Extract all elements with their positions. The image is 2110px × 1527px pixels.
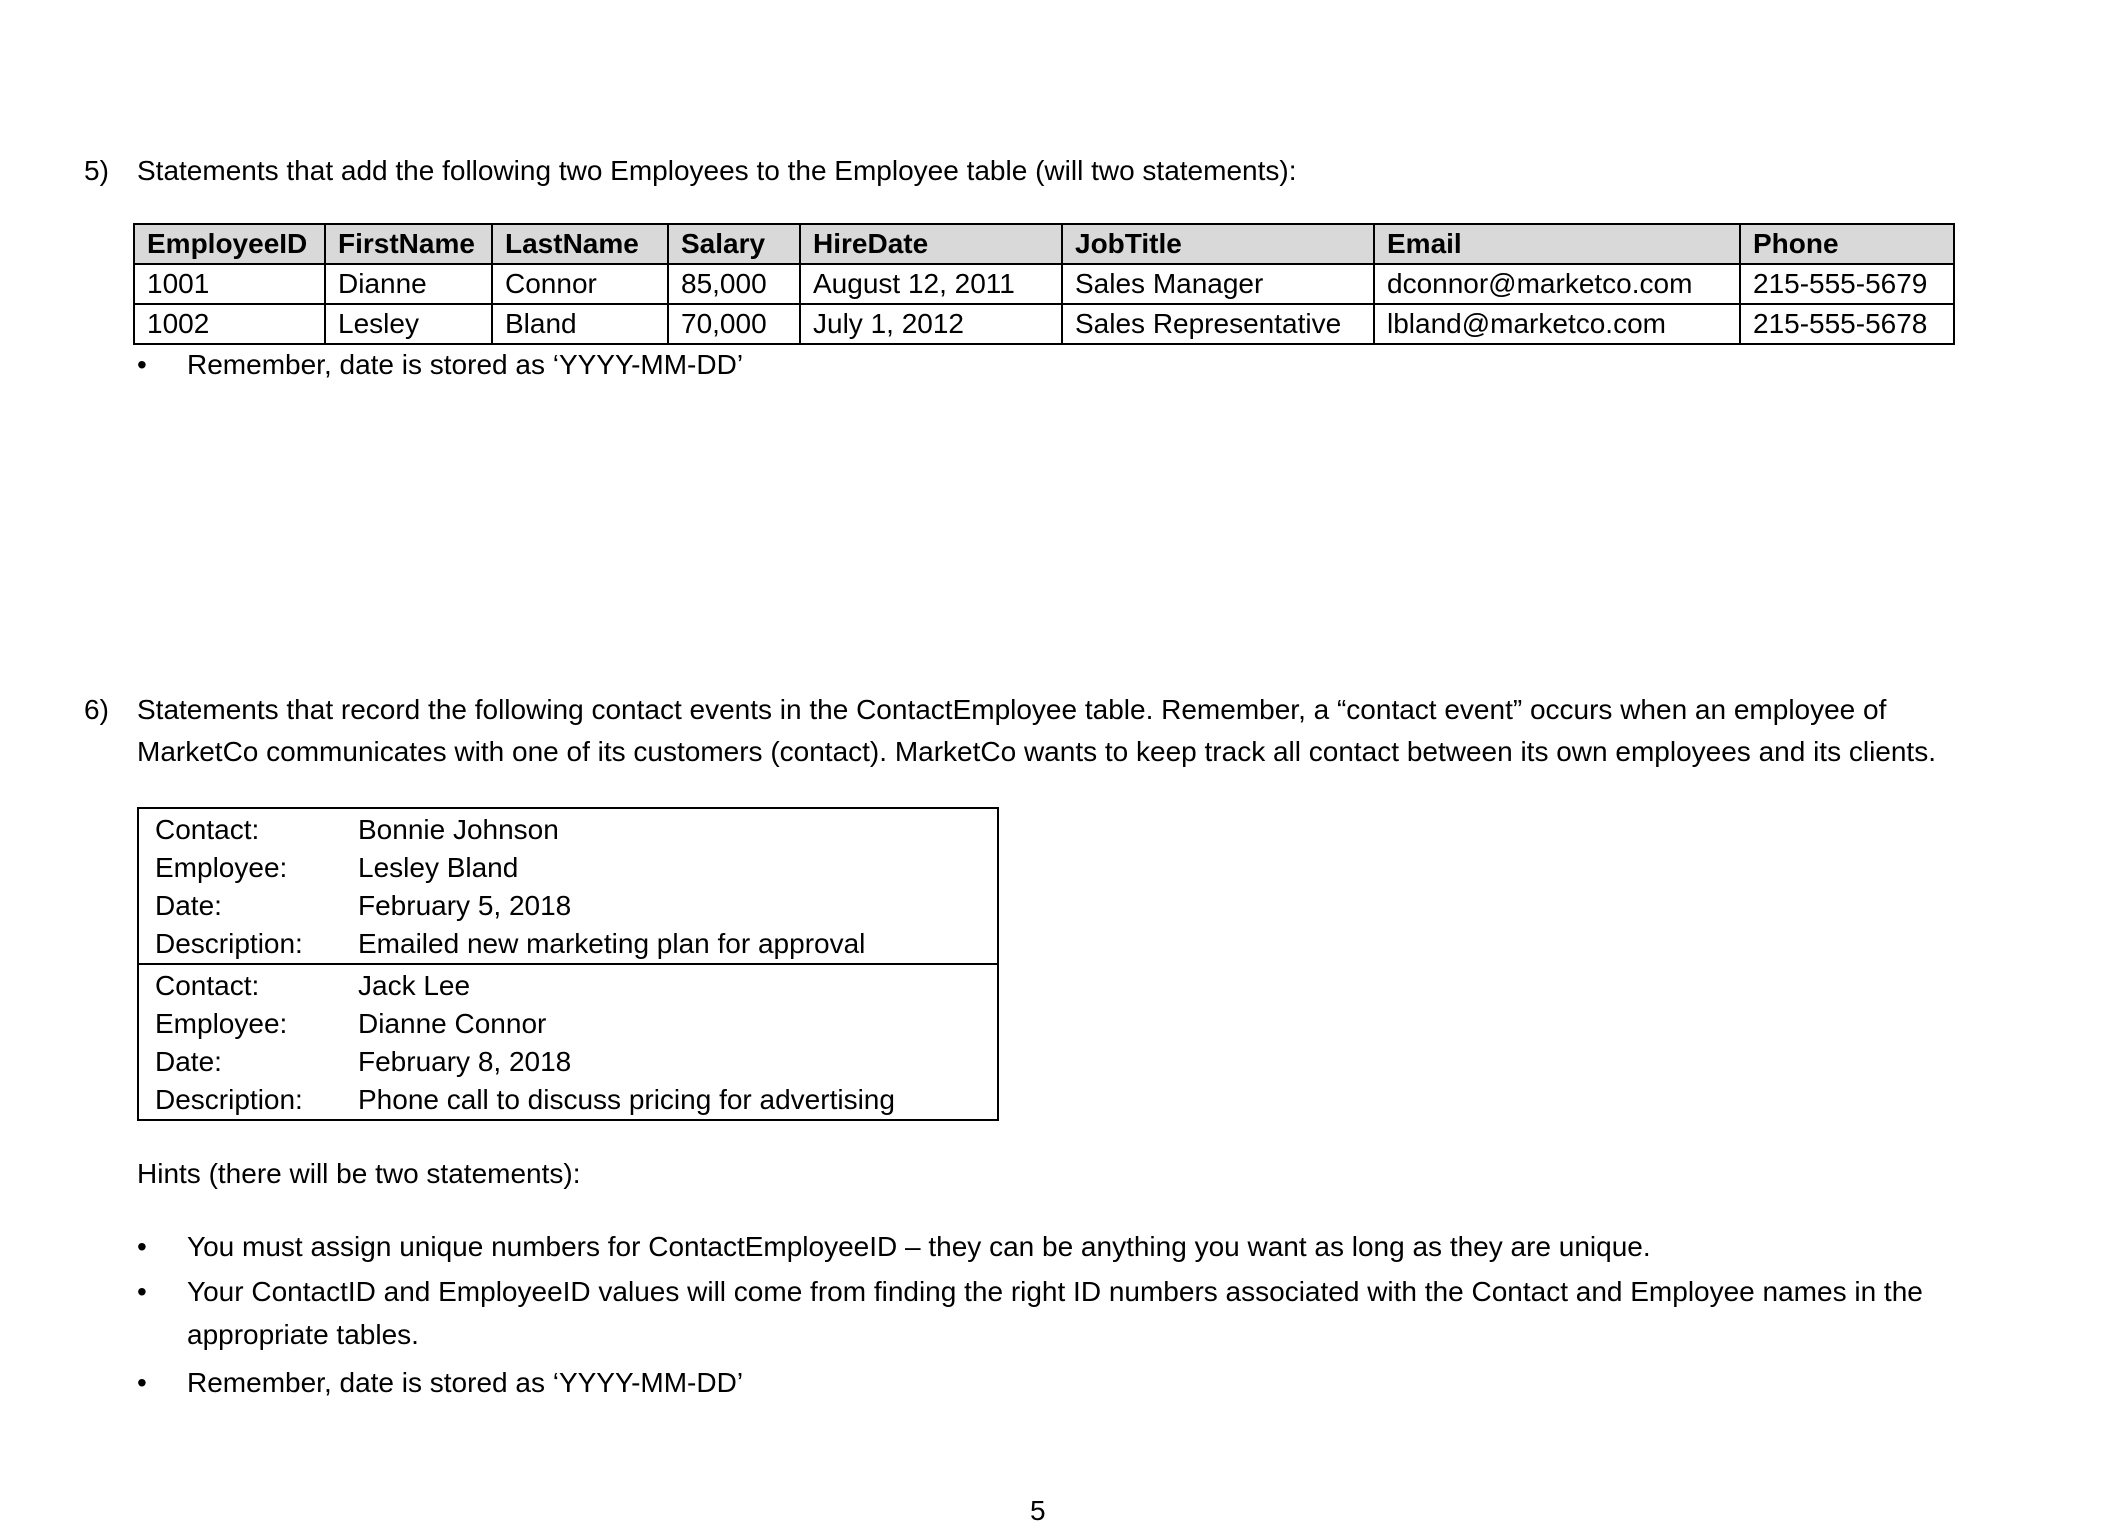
contact-value: Bonnie Johnson: [358, 814, 559, 845]
employee-value: Dianne Connor: [358, 1008, 547, 1039]
employee-label: Employee:: [155, 852, 288, 883]
description-value: Emailed new marketing plan for approval: [358, 928, 866, 959]
date-row: [155, 1043, 981, 1081]
column-header: HireDate: [800, 224, 1062, 264]
table-header-row: [134, 224, 1954, 264]
table-cell: July 1, 2012: [800, 304, 1062, 344]
description-row: [155, 1081, 981, 1119]
contact-row: [155, 811, 981, 849]
table-cell: 215-555-5678: [1740, 304, 1954, 344]
page-number: 5: [1030, 1495, 1046, 1526]
description-row: [155, 925, 981, 963]
bullet-text: Remember, date is stored as ‘YYYY-MM-DD’: [187, 349, 744, 380]
table-cell: 1002: [134, 304, 325, 344]
table-cell: 215-555-5679: [1740, 264, 1954, 304]
table-cell: Sales Representative: [1062, 304, 1374, 344]
employee-row: [155, 1005, 981, 1043]
employee-label: Employee:: [155, 1008, 288, 1039]
column-header: Email: [1374, 224, 1740, 264]
bullet-icon: •: [137, 1276, 147, 1307]
date-value: February 5, 2018: [358, 890, 572, 921]
table-cell: lbland@marketco.com: [1374, 304, 1740, 344]
contact-row: [155, 967, 981, 1005]
employee-row: [155, 849, 981, 887]
table-cell: Sales Manager: [1062, 264, 1374, 304]
contact-label: Contact:: [155, 970, 260, 1001]
column-header: Phone: [1740, 224, 1954, 264]
hint-bullet-item: [137, 1270, 1987, 1314]
table-cell: Bland: [492, 304, 668, 344]
table-cell: 85,000: [668, 264, 800, 304]
table-cell: Lesley: [325, 304, 492, 344]
bullet-icon: •: [137, 1367, 147, 1398]
contact-event: [139, 963, 997, 1119]
question-6-text-line-1: Statements that record the following contact events in the ContactEmployee table. Remember, a “contact event” occurs when an employee of: [137, 694, 1887, 725]
column-header: Salary: [668, 224, 800, 264]
bullet-text: Remember, date is stored as ‘YYYY-MM-DD’: [187, 1367, 744, 1398]
table-cell: dconnor@marketco.com: [1374, 264, 1740, 304]
table-row: [134, 304, 1954, 344]
question-6-text-line-2: MarketCo communicates with one of its customers (contact). MarketCo wants to keep track all contact between its own employees and its clients.: [137, 736, 1936, 767]
employee-table: [133, 223, 1955, 345]
date-label: Date:: [155, 890, 222, 921]
table-row: [134, 264, 1954, 304]
table-cell: Connor: [492, 264, 668, 304]
column-header: LastName: [492, 224, 668, 264]
column-header: JobTitle: [1062, 224, 1374, 264]
table-cell: 70,000: [668, 304, 800, 344]
contact-value: Jack Lee: [358, 970, 471, 1001]
column-header: EmployeeID: [134, 224, 325, 264]
table-cell: 1001: [134, 264, 325, 304]
question-5-number: 5): [84, 155, 109, 186]
hints-title: Hints (there will be two statements):: [137, 1158, 581, 1189]
hint-bullet-item: [137, 1225, 1987, 1269]
table-cell: August 12, 2011: [800, 264, 1062, 304]
bullet-text: appropriate tables.: [187, 1319, 419, 1350]
contact-event: [139, 809, 997, 963]
q5-bullet-item: [137, 343, 1987, 387]
hint-bullet-continuation: [137, 1313, 1987, 1357]
bullet-icon: •: [137, 349, 147, 380]
contact-events-box: [137, 807, 999, 1121]
date-label: Date:: [155, 1046, 222, 1077]
bullet-icon: •: [137, 1231, 147, 1262]
question-6-number: 6): [84, 694, 109, 725]
description-label: Description:: [155, 928, 303, 959]
employee-value: Lesley Bland: [358, 852, 519, 883]
description-label: Description:: [155, 1084, 303, 1115]
bullet-text: Your ContactID and EmployeeID values will come from finding the right ID numbers associated with the Contact and Employee names in the: [187, 1276, 1923, 1307]
question-5-text: Statements that add the following two Employees to the Employee table (will two statements):: [137, 155, 1297, 186]
hint-bullet-item: [137, 1361, 1987, 1405]
date-value: February 8, 2018: [358, 1046, 572, 1077]
column-header: FirstName: [325, 224, 492, 264]
contact-label: Contact:: [155, 814, 260, 845]
description-value: Phone call to discuss pricing for advertising: [358, 1084, 895, 1115]
bullet-text: You must assign unique numbers for ContactEmployeeID – they can be anything you want as long as they are unique.: [187, 1231, 1651, 1262]
date-row: [155, 887, 981, 925]
table-cell: Dianne: [325, 264, 492, 304]
